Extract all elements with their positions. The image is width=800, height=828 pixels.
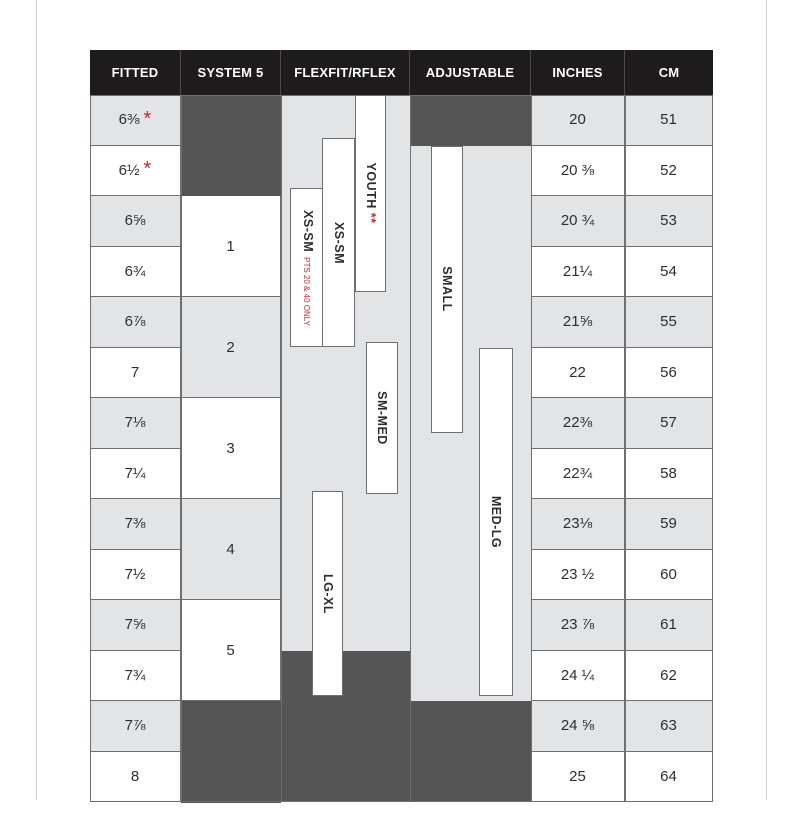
system5-size-cell: 1: [181, 196, 281, 297]
youth-bar-text: YOUTH: [363, 162, 378, 210]
fitted-cell: [90, 752, 181, 803]
header-inches: INCHES: [531, 50, 625, 95]
cm-cell: 52: [625, 146, 713, 197]
cm-cell: 54: [625, 247, 713, 298]
sm-med-bar-text: SM-MED: [375, 391, 389, 446]
youth-bar: [355, 95, 386, 292]
inches-cell: 20 ⅜: [531, 146, 625, 197]
page-edge-left: [36, 0, 37, 800]
inches-cell: 21¼: [531, 247, 625, 298]
system5-unavailable-cell: [181, 701, 281, 752]
fitted-value: 7⅛: [124, 414, 146, 432]
column-divider: [531, 95, 532, 802]
fitted-cell: [90, 701, 181, 752]
fitted-value: 7½: [124, 565, 146, 583]
header-fitted: FITTED: [90, 50, 181, 95]
system5-size-cell: 3: [181, 398, 281, 499]
med-lg-bar-text: MED-LG: [489, 495, 503, 548]
med-lg-bar-label: [489, 496, 503, 548]
fitted-cell: [90, 146, 181, 197]
inches-cell: 23⅛: [531, 499, 625, 550]
adjustable-unavailable-top: [410, 95, 531, 146]
cm-cell: 56: [625, 348, 713, 399]
fitted-cell: [90, 499, 181, 550]
fitted-cell: [90, 196, 181, 247]
inches-cell: 24 ⅝: [531, 701, 625, 752]
sm-med-bar: [366, 342, 398, 494]
system5-size-cell: 4: [181, 499, 281, 600]
cm-cell: 57: [625, 398, 713, 449]
column-divider: [181, 95, 182, 802]
fitted-value: 6½: [118, 161, 140, 179]
fitted-value: 6⅜: [118, 111, 140, 129]
fitted-cell: [90, 95, 181, 146]
lg-xl-bar-label: [321, 574, 335, 614]
double-asterisk-mark: **: [363, 213, 378, 224]
column-divider: [281, 95, 282, 802]
system5-size-cell: 2: [181, 297, 281, 398]
fitted-cell: [90, 348, 181, 399]
lg-xl-bar: [312, 491, 343, 696]
inches-cell: 23 ⅞: [531, 600, 625, 651]
pts-note: PTS 20 & 40 ONLY: [302, 257, 312, 326]
lg-xl-bar-text: LG-XL: [320, 573, 335, 614]
fitted-cell: [90, 550, 181, 601]
fitted-value: 8: [130, 767, 140, 785]
cm-cell: 59: [625, 499, 713, 550]
cm-cell: 61: [625, 600, 713, 651]
inches-cell: 20 ¾: [531, 196, 625, 247]
fitted-value: 7⅝: [124, 616, 146, 634]
cm-cell: 62: [625, 651, 713, 702]
size-chart: [90, 50, 713, 802]
fitted-cell: [90, 651, 181, 702]
fitted-cell: [90, 398, 181, 449]
system5-size-cell: 5: [181, 600, 281, 701]
header-flexfit: FLEXFIT/RFLEX: [281, 50, 410, 95]
cm-cell: 53: [625, 196, 713, 247]
cm-cell: 58: [625, 449, 713, 500]
inches-cell: 21⅝: [531, 297, 625, 348]
fitted-value: 6⅞: [124, 313, 146, 331]
xs-sm-pts-bar-text: XS-SM: [301, 210, 316, 253]
inches-cell: 23 ½: [531, 550, 625, 601]
youth-bar-label: [364, 163, 378, 224]
fitted-value: 6¾: [124, 262, 146, 280]
fitted-value: 7¼: [124, 464, 146, 482]
cm-cell: 63: [625, 701, 713, 752]
system5-unavailable-cell: [181, 146, 281, 197]
cm-cell: 55: [625, 297, 713, 348]
small-bar-text: SMALL: [440, 266, 454, 313]
sm-med-bar-label: [375, 391, 389, 445]
inches-cell: 20: [531, 95, 625, 146]
small-bar-label: [440, 267, 454, 313]
column-divider: [410, 95, 411, 802]
fitted-value: 7: [130, 363, 140, 381]
header-cm: CM: [625, 50, 713, 95]
adjustable-unavailable-bottom: [410, 701, 531, 802]
asterisk-mark: *: [143, 158, 152, 181]
column-divider: [625, 95, 626, 802]
system5-unavailable-cell: [181, 95, 281, 146]
small-bar: [431, 146, 463, 434]
xs-sm-pts-bar: [290, 188, 323, 347]
med-lg-bar: [479, 348, 513, 696]
xs-sm-pts-bar-label: [301, 210, 315, 326]
fitted-value: 7⅞: [124, 717, 146, 735]
page-edge-right: [766, 0, 767, 800]
fitted-value: 7¾: [124, 666, 146, 684]
xs-sm-bar-text: XS-SM: [331, 221, 346, 264]
cm-cell: 51: [625, 95, 713, 146]
asterisk-mark: *: [143, 107, 152, 130]
inches-cell: 22⅜: [531, 398, 625, 449]
fitted-value: 7⅜: [124, 515, 146, 533]
system5-unavailable-cell: [181, 752, 281, 803]
xs-sm-bar-label: [332, 222, 346, 264]
fitted-cell: [90, 297, 181, 348]
header-adjustable: ADJUSTABLE: [410, 50, 531, 95]
cm-cell: 64: [625, 752, 713, 803]
fitted-cell: [90, 449, 181, 500]
inches-cell: 25: [531, 752, 625, 803]
inches-cell: 24 ¼: [531, 651, 625, 702]
fitted-cell: [90, 247, 181, 298]
cm-cell: 60: [625, 550, 713, 601]
xs-sm-bar: [322, 138, 355, 348]
inches-cell: 22¾: [531, 449, 625, 500]
inches-cell: 22: [531, 348, 625, 399]
fitted-value: 6⅝: [124, 212, 146, 230]
fitted-cell: [90, 600, 181, 651]
flexfit-unavailable: [281, 651, 410, 803]
header-system5: SYSTEM 5: [181, 50, 281, 95]
